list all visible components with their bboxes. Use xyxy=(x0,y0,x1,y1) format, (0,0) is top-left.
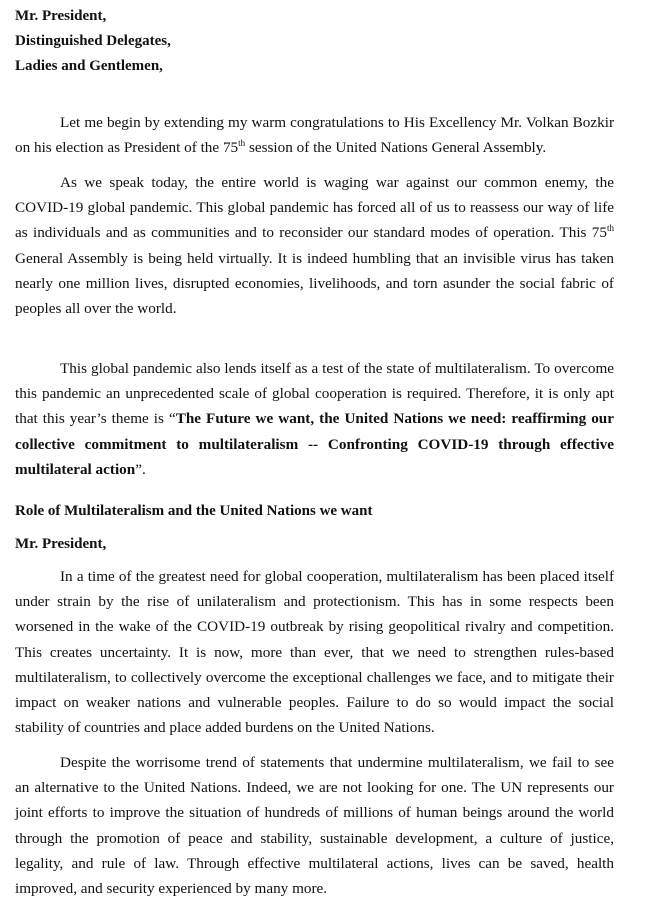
paragraph-united-nations: Despite the worrisome trend of statements that undermine multilateralism, we fail to see an alternative to the United Nations. Indeed, we are not looking for one. The UN represents our joint efforts to improve the situation of hundreds of millions of human beings around the world through the promotion of peace and stability, sustainable development, a culture of justice, legality, and rule of law. Through effective multilateral actions, lives can be saved, health improved, and security experienced by many more. xyxy=(15,754,614,898)
salutation-line: Ladies and Gentlemen, xyxy=(15,58,163,74)
salutation xyxy=(15,4,171,79)
paragraph-theme: This global pandemic also lends itself as a test of the state of multilateralism. To overcome this pandemic an unprecedented scale of global cooperation is required. Therefore, it is only apt that this year’s theme is “The Future we want, the United Nations we need: reaffirming our collective commitment to multilateralism -- Confronting COVID-19 through effective multilateral action”. xyxy=(15,360,614,478)
paragraph-pandemic: As we speak today, the entire world is waging war against our common enemy, the COVID-19 global pandemic. This global pandemic has forced all of us to reassess our way of life as individuals and as communities and to reconsider our standard modes of operation. This 75th General Assembly is being held virtually. It is indeed humbling that an invisible virus has taken nearly one million lives, disrupted economies, livelihoods, and torn asunder the social fabric of peoples all over the world. xyxy=(15,174,614,318)
paragraph-congratulations: Let me begin by extending my warm congratulations to His Excellency Mr. Volkan Bozkir on his election as President of the 75th session of the United Nations General Assembly. xyxy=(15,114,614,157)
theme-title: The Future we want, the United Nations we need: reaffirming our collective commitment to multilateralism -- Confronting COVID-19 through effective multilateral action xyxy=(15,410,614,478)
salutation-line: Distinguished Delegates, xyxy=(15,33,171,49)
salutation-line: Mr. President, xyxy=(15,8,107,24)
section-heading: Role of Multilateralism and the United Nations we want xyxy=(15,503,373,519)
section-address: Mr. President, xyxy=(15,536,107,552)
paragraph-multilateralism: In a time of the greatest need for global cooperation, multilateralism has been placed itself under strain by the rise of unilateralism and protectionism. This has in some respects been worsened in the wake of the COVID-19 outbreak by rising geopolitical rivalry and competition. This creates uncertainty. It is now, more than ever, that we need to strengthen rules-based multilateralism, to collectively overcome the exceptional challenges we face, and to mitigate their impact on weaker nations and vulnerable peoples. Failure to do so would impact the social stability of countries and place added burdens on the United Nations. xyxy=(15,568,614,737)
